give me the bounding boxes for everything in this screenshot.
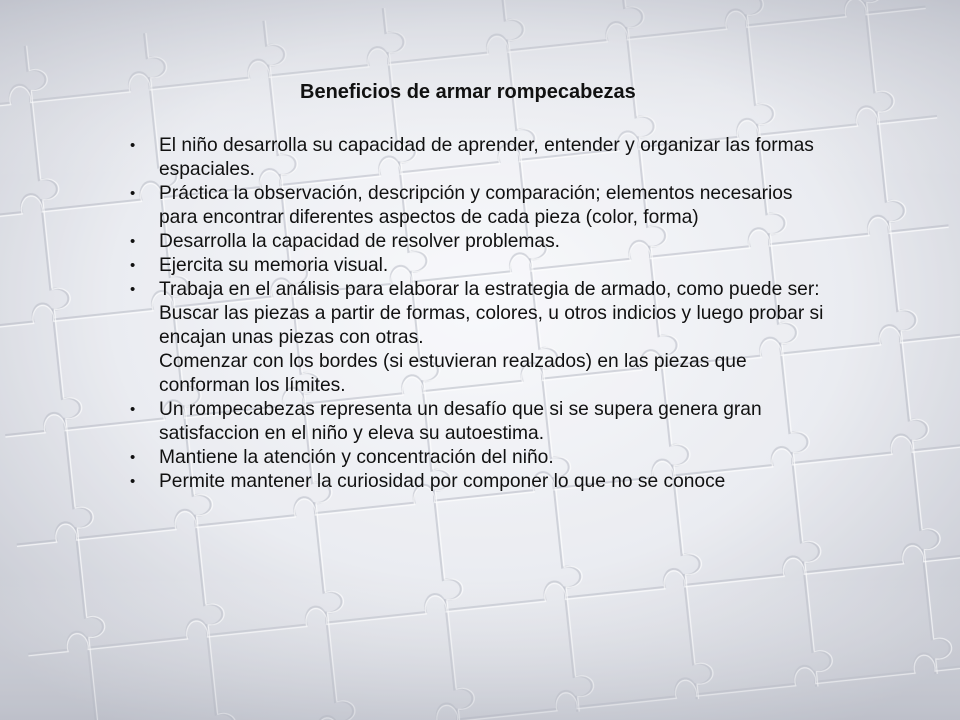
list-item (130, 446, 830, 470)
list-item-text: El niño desarrolla su capacidad de aprender, entender y organizar las formas espaciales. (159, 135, 814, 180)
list-item-subtext: Comenzar con los bordes (si estuvieran realzados) en las piezas que conforman los límites. (159, 351, 747, 396)
list-item-text: Ejercita su memoria visual. (159, 255, 389, 276)
list-item-subtext: Buscar las piezas a partir de formas, colores, u otros indicios y luego probar si encajan unas piezas con otras. (159, 303, 824, 348)
list-item (130, 398, 830, 446)
list-item (130, 134, 830, 182)
list-item (130, 230, 830, 254)
list-item-text: Mantiene la atención y concentración del niño. (159, 447, 554, 468)
list-item (130, 470, 830, 494)
list-item (130, 254, 830, 278)
list-item-text: Trabaja en el análisis para elaborar la estrategia de armado, como puede ser: (159, 279, 820, 300)
slide-title: Beneficios de armar rompecabezas (300, 81, 636, 103)
bullet-icon: • (130, 185, 136, 202)
list-item-text: Un rompecabezas representa un desafío que si se supera genera gran satisfaccion en el niño y eleva su autoestima. (159, 399, 762, 444)
bullet-icon: • (130, 137, 136, 154)
bullet-icon: • (130, 281, 136, 298)
bullet-icon: • (130, 401, 136, 418)
list-item-text: Práctica la observación, descripción y comparación; elementos necesarios para encontrar diferentes aspectos de cada pieza (color, forma) (159, 183, 793, 228)
list-item (130, 182, 830, 230)
slide-content (130, 78, 830, 494)
bullet-icon: • (130, 233, 136, 250)
bullet-icon: • (130, 257, 136, 274)
list-item-text: Permite mantener la curiosidad por componer lo que no se conoce (159, 471, 726, 492)
list-item (130, 278, 830, 398)
bullet-icon: • (130, 473, 136, 490)
list-item-text: Desarrolla la capacidad de resolver problemas. (159, 231, 561, 252)
benefits-list (130, 134, 830, 494)
bullet-icon: • (130, 449, 136, 466)
